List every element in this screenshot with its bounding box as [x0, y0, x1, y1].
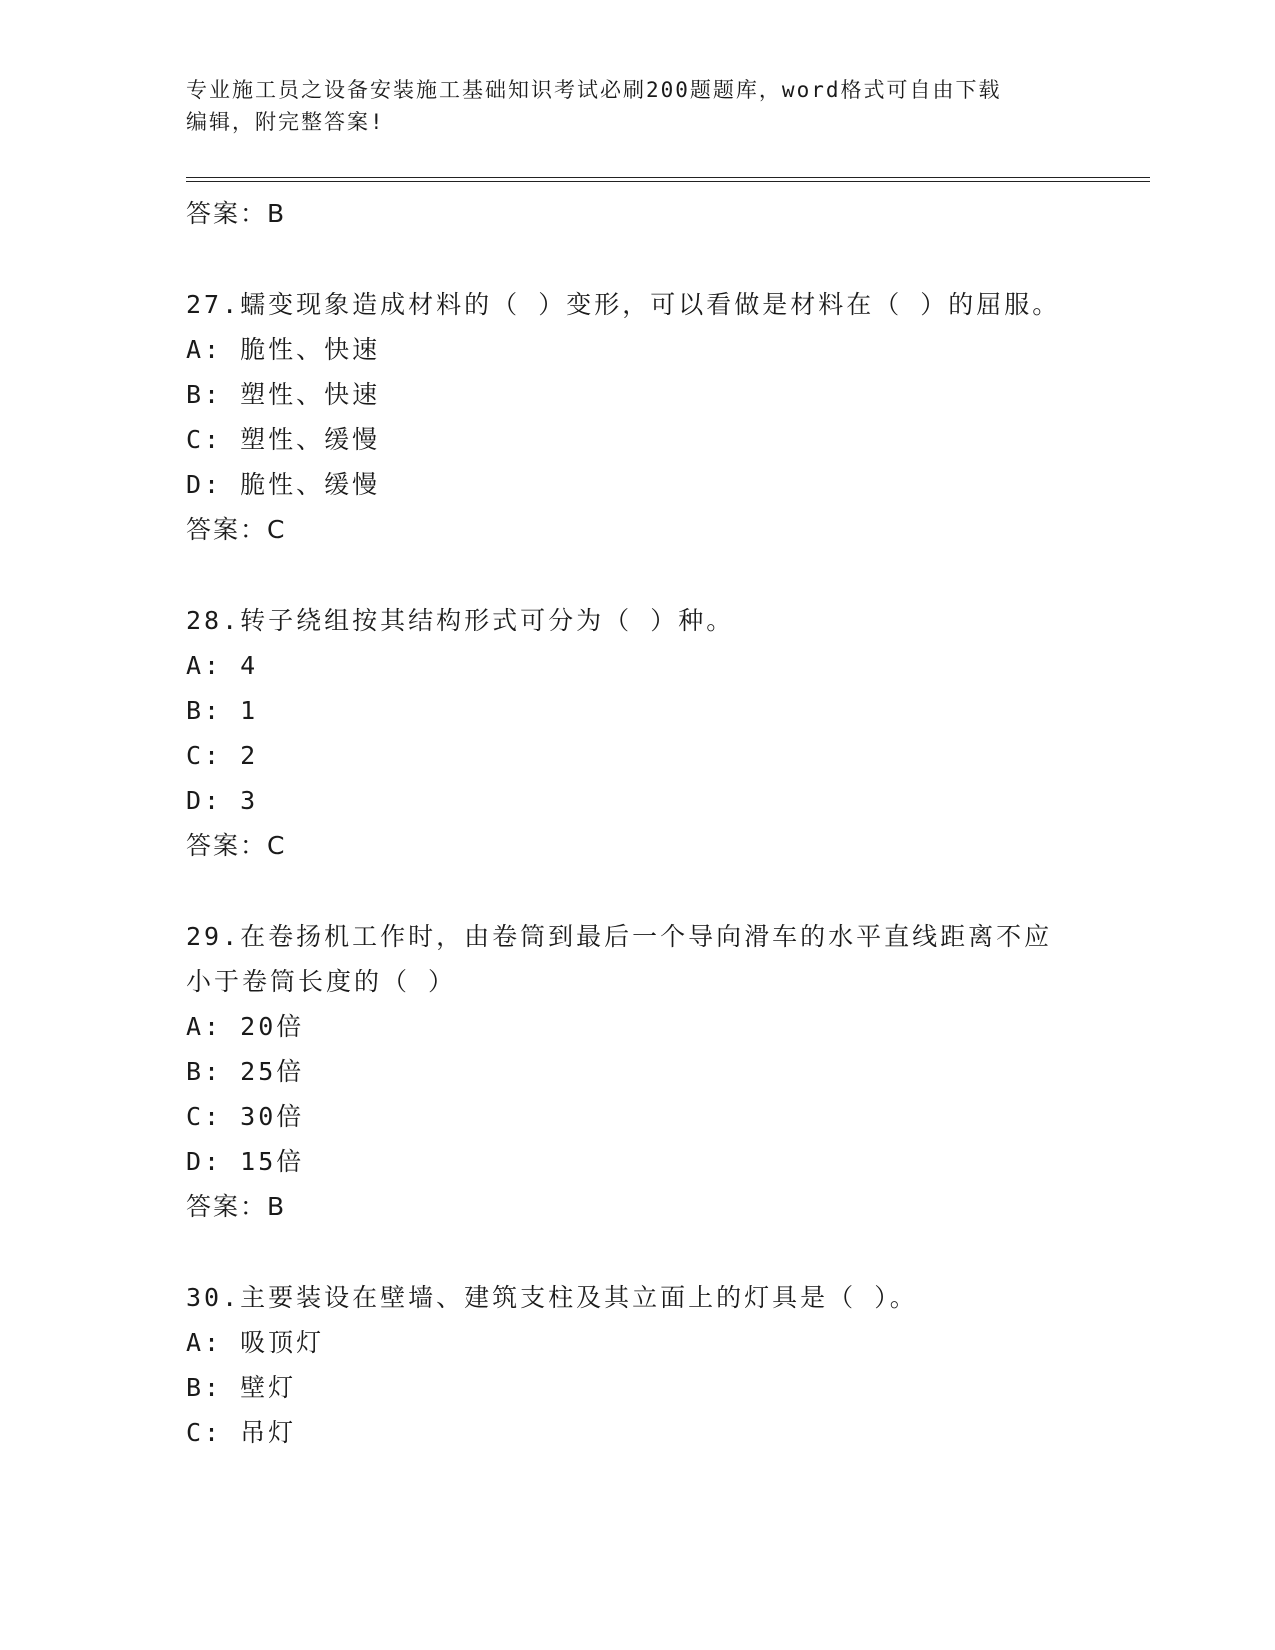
header-line-1: 专业施工员之设备安装施工基础知识考试必刷200题题库，word格式可自由下载: [186, 78, 1002, 102]
document-header: [186, 74, 1066, 138]
question-text-line-2: 小于卷筒长度的（ ）: [186, 967, 457, 996]
question-29: [186, 914, 1086, 1229]
option-b: B: 25倍: [186, 1057, 305, 1086]
option-c: C: 吊灯: [186, 1418, 297, 1447]
option-b: B: 1: [186, 696, 259, 725]
option-a: A: 吸顶灯: [186, 1328, 325, 1357]
option-d: D: 15倍: [186, 1147, 305, 1176]
question-text: 30.主要装设在壁墙、建筑支柱及其立面上的灯具是（ ）。: [186, 1283, 918, 1312]
answer-line: 答案：B: [186, 1192, 287, 1221]
question-text-line-1: 29.在卷扬机工作时，由卷筒到最后一个导向滑车的水平直线距离不应: [186, 922, 1053, 951]
document-body: [186, 191, 1086, 1455]
answer-line: 答案：B: [186, 199, 287, 228]
option-b: B: 塑性、快速: [186, 380, 381, 409]
question-27: [186, 282, 1086, 552]
answer-line: 答案：C: [186, 831, 287, 860]
option-b: B: 壁灯: [186, 1373, 297, 1402]
option-d: D: 3: [186, 786, 259, 815]
option-c: C: 2: [186, 741, 259, 770]
answer-line: 答案：C: [186, 515, 287, 544]
question-text: 27.蠕变现象造成材料的（ ）变形，可以看做是材料在（ ）的屈服。: [186, 290, 1061, 319]
option-c: C: 塑性、缓慢: [186, 425, 381, 454]
option-a: A: 4: [186, 651, 259, 680]
option-a: A: 20倍: [186, 1012, 305, 1041]
header-divider-bottom: [186, 181, 1150, 182]
header-divider-top: [186, 177, 1150, 178]
option-a: A: 脆性、快速: [186, 335, 381, 364]
question-text: 28.转子绕组按其结构形式可分为（ ）种。: [186, 606, 735, 635]
option-d: D: 脆性、缓慢: [186, 470, 381, 499]
header-line-2: 编辑，附完整答案!: [186, 110, 385, 134]
question-28: [186, 598, 1086, 868]
question-30: [186, 1275, 1086, 1455]
option-c: C: 30倍: [186, 1102, 305, 1131]
